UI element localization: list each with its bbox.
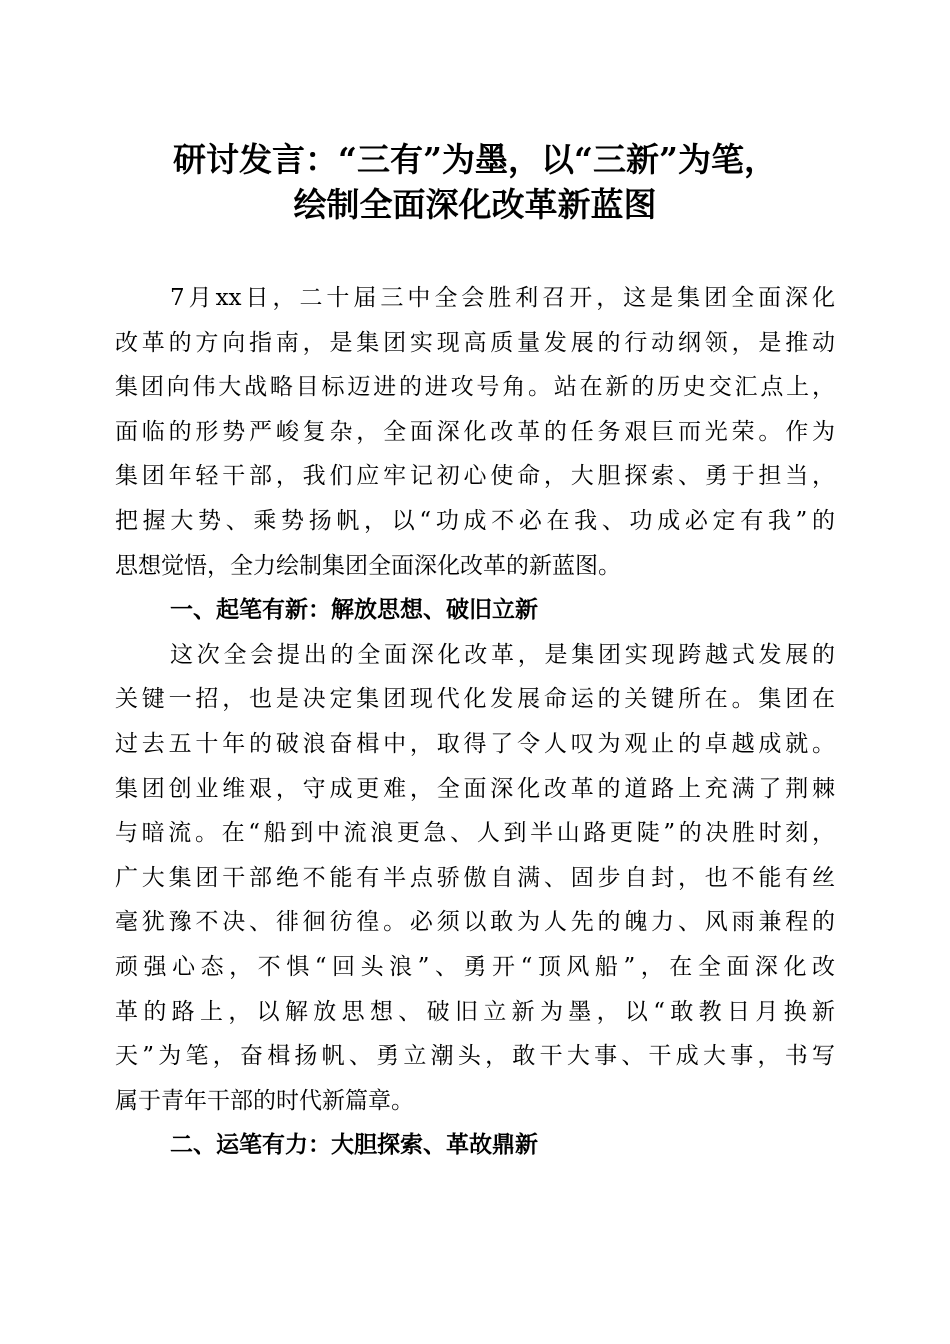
section-heading-2: 二、运笔有力：大胆探索、革故鼎新 xyxy=(170,1132,538,1159)
text-line: 集团向伟大战略目标迈进的进攻号角。站在新的历史交汇点上， xyxy=(115,374,835,401)
text-line: 这次全会提出的全面深化改革，是集团实现跨越式发展的 xyxy=(170,641,835,668)
text-line: 毫犹豫不决、徘徊彷徨。必须以敢为人先的魄力、风雨兼程的 xyxy=(115,909,835,936)
text-line: 过去五十年的破浪奋楫中，取得了令人叹为观止的卓越成就。 xyxy=(115,730,835,757)
text-line: 关键一招，也是决定集团现代化发展命运的关键所在。集团在 xyxy=(115,686,835,713)
document-title xyxy=(0,137,950,227)
intro-paragraph xyxy=(115,276,835,588)
title-line-1: 研讨发言：“三有”为墨，以“三新”为笔， xyxy=(173,140,777,179)
text-line: 天”为笔，奋楫扬帆、勇立潮头，敢干大事、干成大事，书写 xyxy=(115,1043,835,1070)
text-line: 与暗流。在“船到中流浪更急、人到半山路更陡”的决胜时刻， xyxy=(115,820,835,847)
text-line: 集团年轻干部，我们应牢记初心使命，大胆探索、勇于担当， xyxy=(115,463,835,490)
title-line-2: 绘制全面深化改革新蓝图 xyxy=(293,185,657,224)
text-line: 集团创业维艰，守成更难，全面深化改革的道路上充满了荆棘 xyxy=(115,775,835,802)
text-line: 顽强心态，不惧“回头浪”、勇开“顶风船”，在全面深化改 xyxy=(115,953,835,980)
text-line: 思想觉悟，全力绘制集团全面深化改革的新蓝图。 xyxy=(115,552,621,579)
text-line: 把握大势、乘势扬帆，以“功成不必在我、功成必定有我”的 xyxy=(115,507,835,534)
document-body xyxy=(115,276,835,1168)
section1-paragraph xyxy=(115,633,835,1124)
section-heading-1: 一、起笔有新：解放思想、破旧立新 xyxy=(170,597,538,624)
text-line: 面临的形势严峻复杂，全面深化改革的任务艰巨而光荣。作为 xyxy=(115,418,835,445)
text-line: 广大集团干部绝不能有半点骄傲自满、固步自封，也不能有丝 xyxy=(115,864,835,891)
text-line: 革的路上，以解放思想、破旧立新为墨，以“敢教日月换新 xyxy=(115,998,835,1025)
text-line: 7月xx日，二十届三中全会胜利召开，这是集团全面深化 xyxy=(170,285,835,311)
text-line: 改革的方向指南，是集团实现高质量发展的行动纲领，是推动 xyxy=(115,329,835,356)
text-line: 属于青年干部的时代新篇章。 xyxy=(115,1087,414,1114)
